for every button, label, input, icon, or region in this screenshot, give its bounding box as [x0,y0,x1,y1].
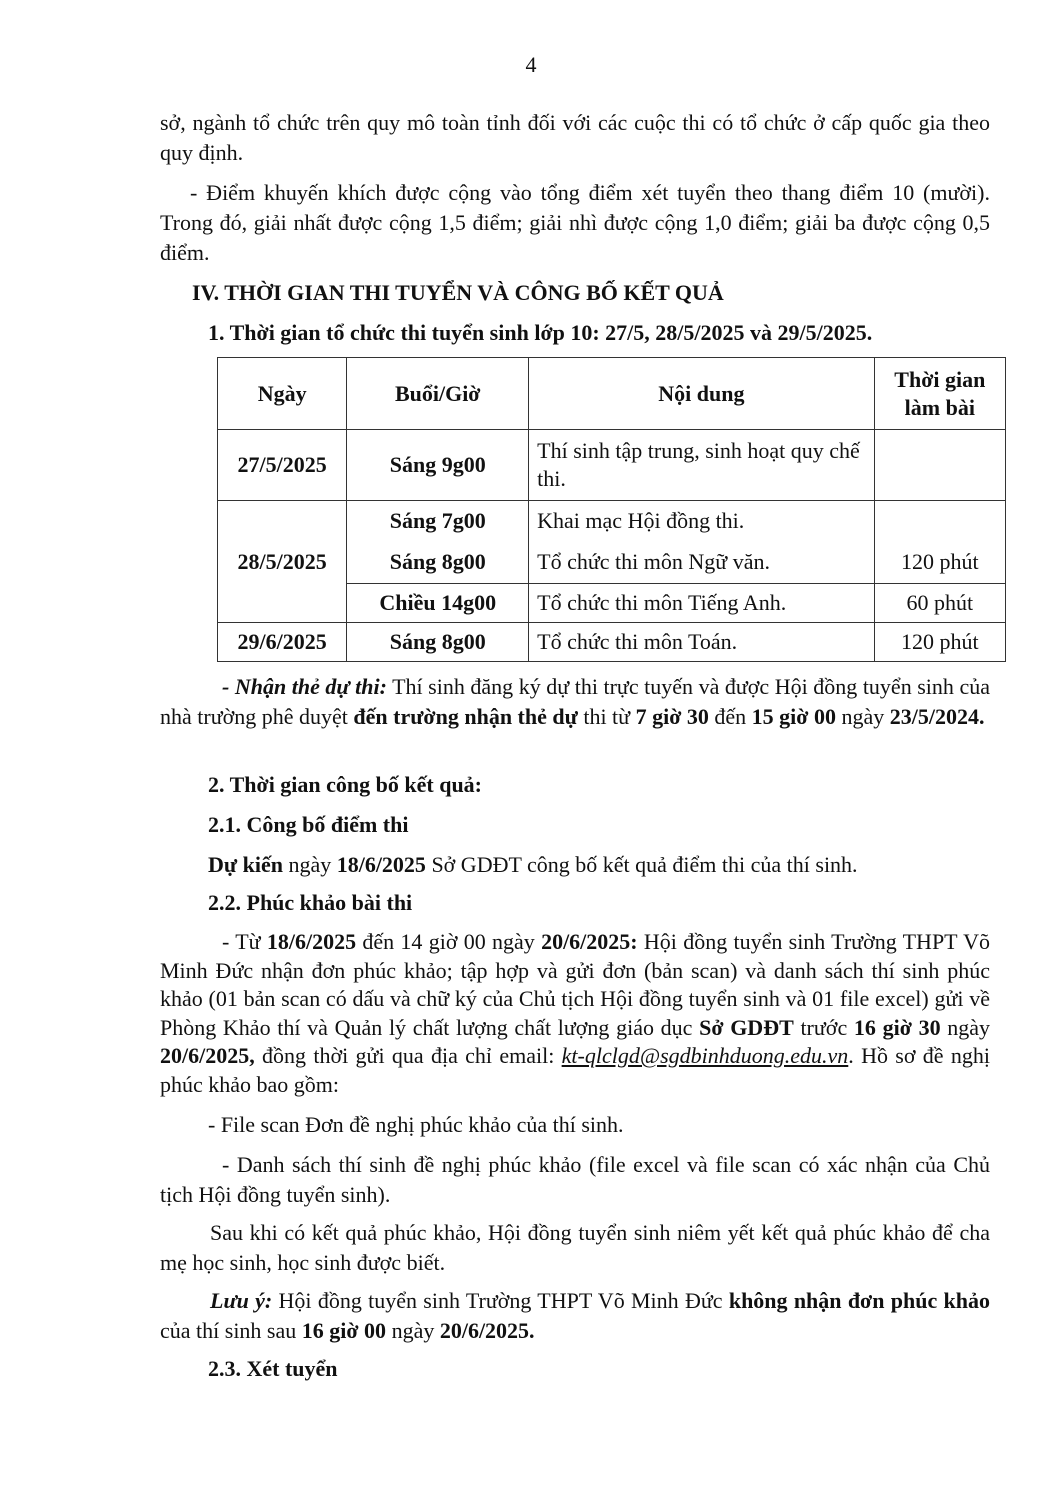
page-number: 4 [525,52,537,77]
text-run: trước [793,1014,854,1040]
paragraph-review [160,928,990,1099]
cell-duration [874,501,1005,542]
cell-time: Chiều 14g00 [347,584,529,623]
bold-run: 20/6/2025. [439,1318,535,1343]
paragraph-exam-card [160,672,990,732]
paragraph-continuation: sở, ngành tổ chức trên quy mô toàn tỉnh đối với các cuộc thi có tổ chức ở cấp quốc gia theo quy định. [160,110,990,165]
cell-date: 29/6/2025 [218,623,347,662]
paragraph-bonus-points: - Điểm khuyến khích được cộng vào tổng điểm xét tuyển theo thang điểm 10 (mười). Trong đó, giải nhất được cộng 1,5 điểm; giải nhì được cộng 1,0 điểm; giải ba được cộng 0,5 điểm. [160,180,990,265]
bold-run: 18/6/2025 [266,929,357,954]
header-content: Nội dung [529,358,875,430]
cell-time: Sáng 8g00 [347,541,529,584]
text-run: của thí sinh sau [160,1318,302,1343]
cell-content: Tổ chức thi môn Ngữ văn. [529,541,875,584]
cell-time: Sáng 9g00 [347,430,529,501]
text-run: ngày [282,852,337,877]
text-run: Hội đồng tuyển sinh Trường THPT Võ Minh Đức [272,1288,729,1313]
cell-content: Thí sinh tập trung, sinh hoạt quy chế thi. [529,430,875,501]
subsection-2-1-heading: 2.1. Công bố điểm thi [208,812,409,837]
bold-run: 15 giờ 00 [751,704,836,729]
text-run: Sở GDĐT công bố kết quả điểm thi của thí sinh. [425,852,858,877]
table-row [218,501,1006,542]
paragraph-after-review: Sau khi có kết quả phúc khảo, Hội đồng tuyển sinh niêm yết kết quả phúc khảo để cha mẹ học sinh, học sinh được biết. [160,1220,990,1275]
header-date: Ngày [218,358,347,430]
bold-run: 7 giờ 30 [635,704,709,729]
text-run: ngày [835,704,890,729]
paragraph-announce [208,850,990,880]
bold-run: Sở GDĐT [699,1014,794,1040]
text-run: đồng thời gửi qua địa chỉ email: [254,1043,562,1068]
text-run: thi từ [577,704,636,729]
subsection-2-2-heading: 2.2. Phúc khảo bài thi [208,890,413,915]
bullet-scan-form: - File scan Đơn đề nghị phúc khảo của thí sinh. [208,1112,624,1137]
text-run: Hội đồng tuyển sinh Trường THPT Võ Minh Đức nhận đơn phúc khảo; tập hợp và gửi đơn (bản scan) và danh sách thí sinh phúc khảo (01 bản scan có dấu và chữ ký của Chủ tịch Hội đồng tuyển sinh và 01 file excel) gửi về Phòng Khảo thí và Quản lý chất lượng chất lượng giáo dục [160,929,990,1040]
table-row [218,430,1006,501]
bold-run: 16 giờ 00 [301,1318,387,1343]
paragraph-note [160,1286,990,1346]
text-run: ngày [940,1014,991,1040]
text-run: đến [708,704,752,729]
bold-run: 16 giờ 30 [853,1014,941,1040]
cell-content: Khai mạc Hội đồng thi. [529,501,875,542]
cell-duration: 60 phút [874,584,1005,623]
subsection-2-heading: 2. Thời gian công bố kết quả: [208,772,483,797]
table-row [218,623,1006,662]
email-link[interactable]: kt-qlclgd@sgdbinhduong.edu.vn [561,1043,849,1068]
table-header-row [218,358,1006,430]
cell-time: Sáng 7g00 [347,501,529,542]
bold-run: 23/5/2024. [889,704,985,729]
cell-date: 27/5/2025 [218,430,347,501]
cell-date: 28/5/2025 [218,501,347,623]
bold-run: đến trường nhận thẻ dự [353,704,578,729]
bold-run: Dự kiến [208,852,283,877]
cell-time: Sáng 8g00 [347,623,529,662]
text-run: - Từ [222,929,267,954]
text-run: . Hồ sơ đề nghị phúc khảo bao gồm: [160,1043,990,1097]
bold-run: 18/6/2025 [336,852,426,877]
exam-card-label: - Nhận thẻ dự thi: [222,674,387,699]
cell-duration: 120 phút [874,541,1005,584]
subsection-2-3-heading: 2.3. Xét tuyển [208,1356,338,1381]
text-run: đến 14 giờ 00 ngày [356,929,542,954]
cell-duration: 120 phút [874,623,1005,662]
text-run: Thí sinh đăng ký dự thi trực tuyến và được Hội đồng tuyển sinh của nhà trường phê duyệt [160,674,990,729]
bold-run: không nhận đơn phúc khảo [728,1288,991,1313]
header-duration: Thời gian làm bài [874,358,1005,430]
section-4-heading: IV. THỜI GIAN THI TUYỂN VÀ CÔNG BỐ KẾT QUẢ [192,280,724,305]
note-label: Lưu ý: [210,1288,273,1313]
bullet-candidate-list: - Danh sách thí sinh đề nghị phúc khảo (file excel và file scan có xác nhận của Chủ tịch Hội đồng tuyển sinh). [160,1152,990,1207]
cell-content: Tổ chức thi môn Toán. [529,623,875,662]
cell-duration [874,430,1005,501]
cell-content: Tổ chức thi môn Tiếng Anh. [529,584,875,623]
subsection-1-heading: 1. Thời gian tổ chức thi tuyển sinh lớp 10: 27/5, 28/5/2025 và 29/5/2025. [208,320,873,345]
text-run: ngày [386,1318,440,1343]
exam-schedule-table [217,357,1006,662]
bold-run: 20/6/2025, [160,1043,255,1068]
header-session-time: Buổi/Giờ [347,358,529,430]
bold-run: 20/6/2025: [541,929,638,954]
